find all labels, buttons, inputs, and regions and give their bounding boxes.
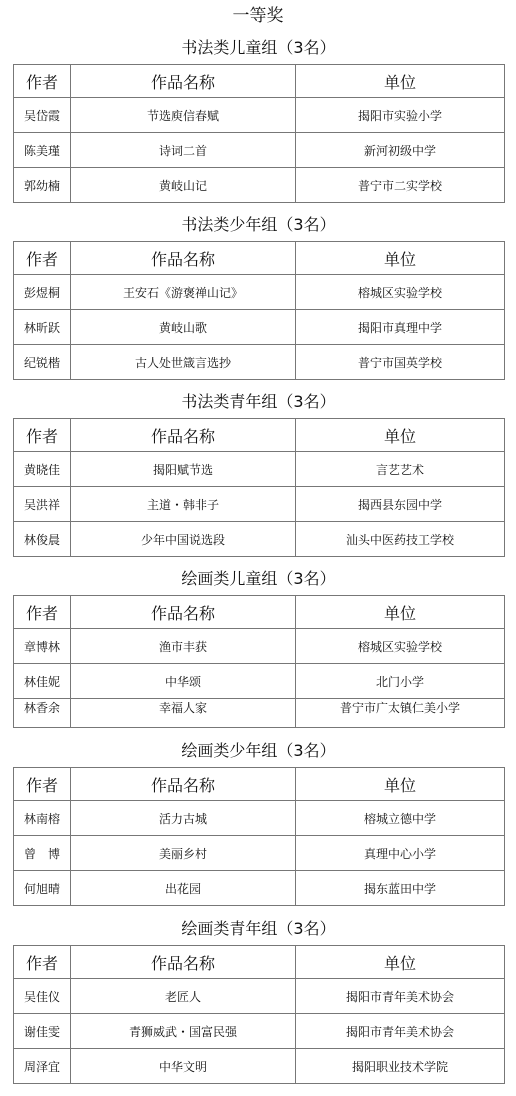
work-cell: 黄岐山记 <box>71 168 296 203</box>
author-cell: 林昕跃 <box>14 310 71 345</box>
unit-cell: 普宁市二实学校 <box>296 168 505 203</box>
table-row <box>14 836 505 871</box>
work-cell: 少年中国说选段 <box>71 522 296 557</box>
table-row <box>14 522 505 557</box>
author-cell: 林南榕 <box>14 801 71 836</box>
author-cell: 林佳妮 <box>14 664 71 699</box>
unit-cell: 榕城区实验学校 <box>296 629 505 664</box>
header-author: 作者 <box>14 419 71 452</box>
table-row <box>14 452 505 487</box>
table-row <box>14 664 505 699</box>
table-row <box>14 699 505 728</box>
work-cell: 活力古城 <box>71 801 296 836</box>
unit-cell: 揭阳市青年美术协会 <box>296 1014 505 1049</box>
unit-cell: 揭阳市实验小学 <box>296 98 505 133</box>
author-cell: 吴岱霞 <box>14 98 71 133</box>
author-cell: 吴佳仪 <box>14 979 71 1014</box>
unit-cell: 言艺艺术 <box>296 452 505 487</box>
header-work: 作品名称 <box>71 242 296 275</box>
header-author: 作者 <box>14 65 71 98</box>
author-cell: 林香余 <box>14 699 71 728</box>
awards-table <box>13 64 505 203</box>
awards-table <box>13 945 505 1084</box>
author-cell: 林俊晨 <box>14 522 71 557</box>
table-row <box>14 310 505 345</box>
author-cell: 章博林 <box>14 629 71 664</box>
author-cell: 黄晓佳 <box>14 452 71 487</box>
work-cell: 中华文明 <box>71 1049 296 1084</box>
work-cell: 古人处世箴言选抄 <box>71 345 296 380</box>
header-work: 作品名称 <box>71 419 296 452</box>
unit-cell: 真理中心小学 <box>296 836 505 871</box>
author-cell: 吴洪祥 <box>14 487 71 522</box>
author-cell: 周泽宜 <box>14 1049 71 1084</box>
header-author: 作者 <box>14 946 71 979</box>
header-author: 作者 <box>14 596 71 629</box>
unit-cell: 普宁市广太镇仁美小学 <box>296 699 505 728</box>
section-title: 绘画类少年组（3名） <box>181 741 336 760</box>
header-unit: 单位 <box>296 596 505 629</box>
header-unit: 单位 <box>296 242 505 275</box>
author-cell: 郭幼楠 <box>14 168 71 203</box>
section-painting-teen <box>13 735 504 906</box>
section-title: 绘画类青年组（3名） <box>181 919 336 938</box>
table-row <box>14 487 505 522</box>
awards-table <box>13 418 505 557</box>
table-header-row <box>14 946 505 979</box>
work-cell: 主道・韩非子 <box>71 487 296 522</box>
table-row <box>14 629 505 664</box>
unit-cell: 榕城区实验学校 <box>296 275 505 310</box>
table-row <box>14 168 505 203</box>
work-cell: 黄岐山歌 <box>71 310 296 345</box>
work-cell: 出花园 <box>71 871 296 906</box>
section-title: 书法类少年组（3名） <box>181 215 336 234</box>
table-header-row <box>14 242 505 275</box>
awards-table <box>13 767 505 906</box>
unit-cell: 汕头中医药技工学校 <box>296 522 505 557</box>
work-cell: 美丽乡村 <box>71 836 296 871</box>
header-unit: 单位 <box>296 419 505 452</box>
section-title: 绘画类儿童组（3名） <box>181 569 336 588</box>
table-header-row <box>14 596 505 629</box>
table-row <box>14 275 505 310</box>
work-cell: 老匠人 <box>71 979 296 1014</box>
header-work: 作品名称 <box>71 946 296 979</box>
table-row <box>14 979 505 1014</box>
table-row <box>14 1014 505 1049</box>
unit-cell: 北门小学 <box>296 664 505 699</box>
table-header-row <box>14 419 505 452</box>
work-cell: 诗词二首 <box>71 133 296 168</box>
unit-cell: 揭阳市青年美术协会 <box>296 979 505 1014</box>
table-row <box>14 871 505 906</box>
header-work: 作品名称 <box>71 596 296 629</box>
table-row <box>14 98 505 133</box>
work-cell: 中华颂 <box>71 664 296 699</box>
header-author: 作者 <box>14 242 71 275</box>
page-title: 一等奖 <box>232 6 284 26</box>
author-cell: 谢佳雯 <box>14 1014 71 1049</box>
table-header-row <box>14 65 505 98</box>
table-row <box>14 1049 505 1084</box>
table-header-row <box>14 768 505 801</box>
section-title: 书法类青年组（3名） <box>181 392 336 411</box>
work-cell: 渔市丰获 <box>71 629 296 664</box>
work-cell: 幸福人家 <box>71 699 296 728</box>
table-row <box>14 345 505 380</box>
unit-cell: 榕城立德中学 <box>296 801 505 836</box>
section-calligraphy-youth <box>13 386 504 557</box>
work-cell: 王安石《游褒禅山记》 <box>71 275 296 310</box>
header-work: 作品名称 <box>71 768 296 801</box>
section-painting-children <box>13 563 504 728</box>
awards-table <box>13 595 505 728</box>
work-cell: 揭阳赋节选 <box>71 452 296 487</box>
author-cell: 纪锐楷 <box>14 345 71 380</box>
header-work: 作品名称 <box>71 65 296 98</box>
section-calligraphy-teen <box>13 209 504 380</box>
author-cell: 陈美瑾 <box>14 133 71 168</box>
author-cell: 何旭晴 <box>14 871 71 906</box>
author-cell: 曾 博 <box>14 836 71 871</box>
table-row <box>14 801 505 836</box>
header-unit: 单位 <box>296 65 505 98</box>
header-author: 作者 <box>14 768 71 801</box>
header-unit: 单位 <box>296 768 505 801</box>
section-title: 书法类儿童组（3名） <box>181 38 336 57</box>
section-painting-youth <box>13 913 504 1084</box>
unit-cell: 新河初级中学 <box>296 133 505 168</box>
author-cell: 彭煜桐 <box>14 275 71 310</box>
awards-table <box>13 241 505 380</box>
work-cell: 青狮威武・国富民强 <box>71 1014 296 1049</box>
unit-cell: 揭阳职业技术学院 <box>296 1049 505 1084</box>
table-row <box>14 133 505 168</box>
unit-cell: 揭东蓝田中学 <box>296 871 505 906</box>
section-calligraphy-children <box>13 32 504 203</box>
unit-cell: 揭西县东园中学 <box>296 487 505 522</box>
header-unit: 单位 <box>296 946 505 979</box>
work-cell: 节选庾信春赋 <box>71 98 296 133</box>
unit-cell: 普宁市国英学校 <box>296 345 505 380</box>
unit-cell: 揭阳市真理中学 <box>296 310 505 345</box>
